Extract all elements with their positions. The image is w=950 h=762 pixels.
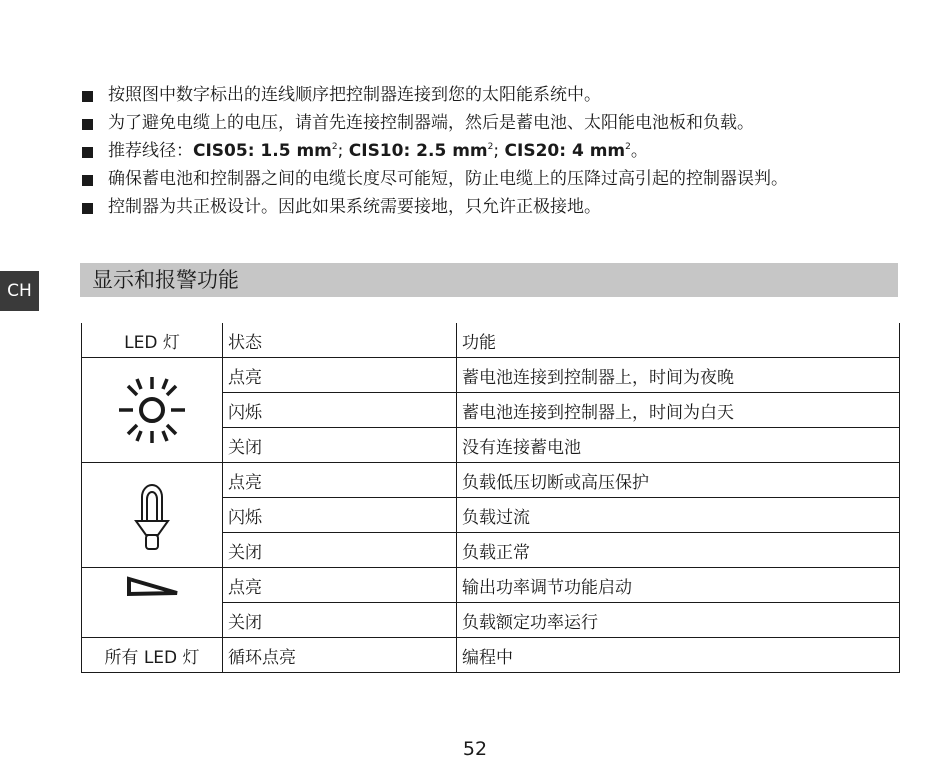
state-cell: 点亮	[223, 463, 457, 498]
list-item	[80, 138, 900, 164]
function-cell: 负载正常	[457, 533, 900, 568]
function-cell: 没有连接蓄电池	[457, 428, 900, 463]
bullet-square-icon	[82, 203, 93, 214]
superscript: 2	[487, 142, 494, 152]
function-cell: 负载额定功率运行	[457, 603, 900, 638]
sun-icon	[116, 374, 188, 446]
led-icon-cell	[82, 568, 223, 638]
state-cell: 闪烁	[223, 393, 457, 428]
led-icon-cell	[82, 463, 223, 568]
function-cell: 编程中	[457, 638, 900, 673]
state-cell: 循环点亮	[223, 638, 457, 673]
wire-gauge-cis20: CIS20: 4 mm	[504, 141, 626, 161]
function-cell: 负载过流	[457, 498, 900, 533]
list-item-text: 按照图中数字标出的连线顺序把控制器连接到您的太阳能系统中。	[108, 85, 601, 105]
section-title: 显示和报警功能	[92, 268, 239, 292]
list-item-text: 确保蓄电池和控制器之间的电缆长度尽可能短，防止电缆上的压降过高引起的控制器误判。	[108, 169, 788, 189]
list-item-text: 控制器为共正极设计。因此如果系统需要接地，只允许正极接地。	[108, 197, 601, 217]
wire-gauge-cis05: CIS05: 1.5 mm	[193, 141, 332, 161]
header-led: LED 灯	[82, 323, 223, 358]
superscript: 2	[625, 142, 631, 152]
led-status-table	[81, 323, 900, 673]
table-header-row	[82, 323, 900, 358]
table-row	[82, 358, 900, 393]
header-function: 功能	[457, 323, 900, 358]
function-cell: 输出功率调节功能启动	[457, 568, 900, 603]
state-cell: 关闭	[223, 603, 457, 638]
wire-gauge-prefix: 推荐线径：	[108, 141, 193, 161]
header-state: 状态	[223, 323, 457, 358]
section-header	[80, 263, 898, 297]
dimming-ramp-icon	[82, 569, 222, 637]
bullet-square-icon	[82, 175, 93, 186]
list-item	[80, 110, 900, 136]
sentence-end: 。	[630, 141, 648, 161]
function-cell: 蓄电池连接到控制器上，时间为夜晚	[457, 358, 900, 393]
list-item	[80, 166, 900, 192]
state-cell: 点亮	[223, 568, 457, 603]
bullet-square-icon	[82, 91, 93, 102]
led-icon-cell	[82, 358, 223, 463]
function-cell: 负载低压切断或高压保护	[457, 463, 900, 498]
bulb-icon	[132, 475, 172, 555]
state-cell: 闪烁	[223, 498, 457, 533]
state-cell: 点亮	[223, 358, 457, 393]
separator: ;	[493, 141, 500, 161]
list-item-text: 为了避免电缆上的电压，请首先连接控制器端，然后是蓄电池、太阳能电池板和负载。	[108, 113, 754, 133]
language-tab: CH	[0, 271, 39, 311]
table-row	[82, 638, 900, 673]
function-cell: 蓄电池连接到控制器上，时间为白天	[457, 393, 900, 428]
bullet-square-icon	[82, 119, 93, 130]
page-number: 52	[462, 738, 488, 760]
state-cell: 关闭	[223, 428, 457, 463]
instruction-list	[80, 82, 900, 222]
list-item	[80, 82, 900, 108]
table-row	[82, 568, 900, 603]
list-item	[80, 194, 900, 220]
state-cell: 关闭	[223, 533, 457, 568]
superscript: 2	[331, 142, 338, 152]
table-row	[82, 463, 900, 498]
wire-gauge-cis10: CIS10: 2.5 mm	[348, 141, 488, 161]
separator: ;	[337, 141, 344, 161]
bullet-square-icon	[82, 147, 93, 158]
all-led-cell: 所有 LED 灯	[82, 638, 223, 673]
